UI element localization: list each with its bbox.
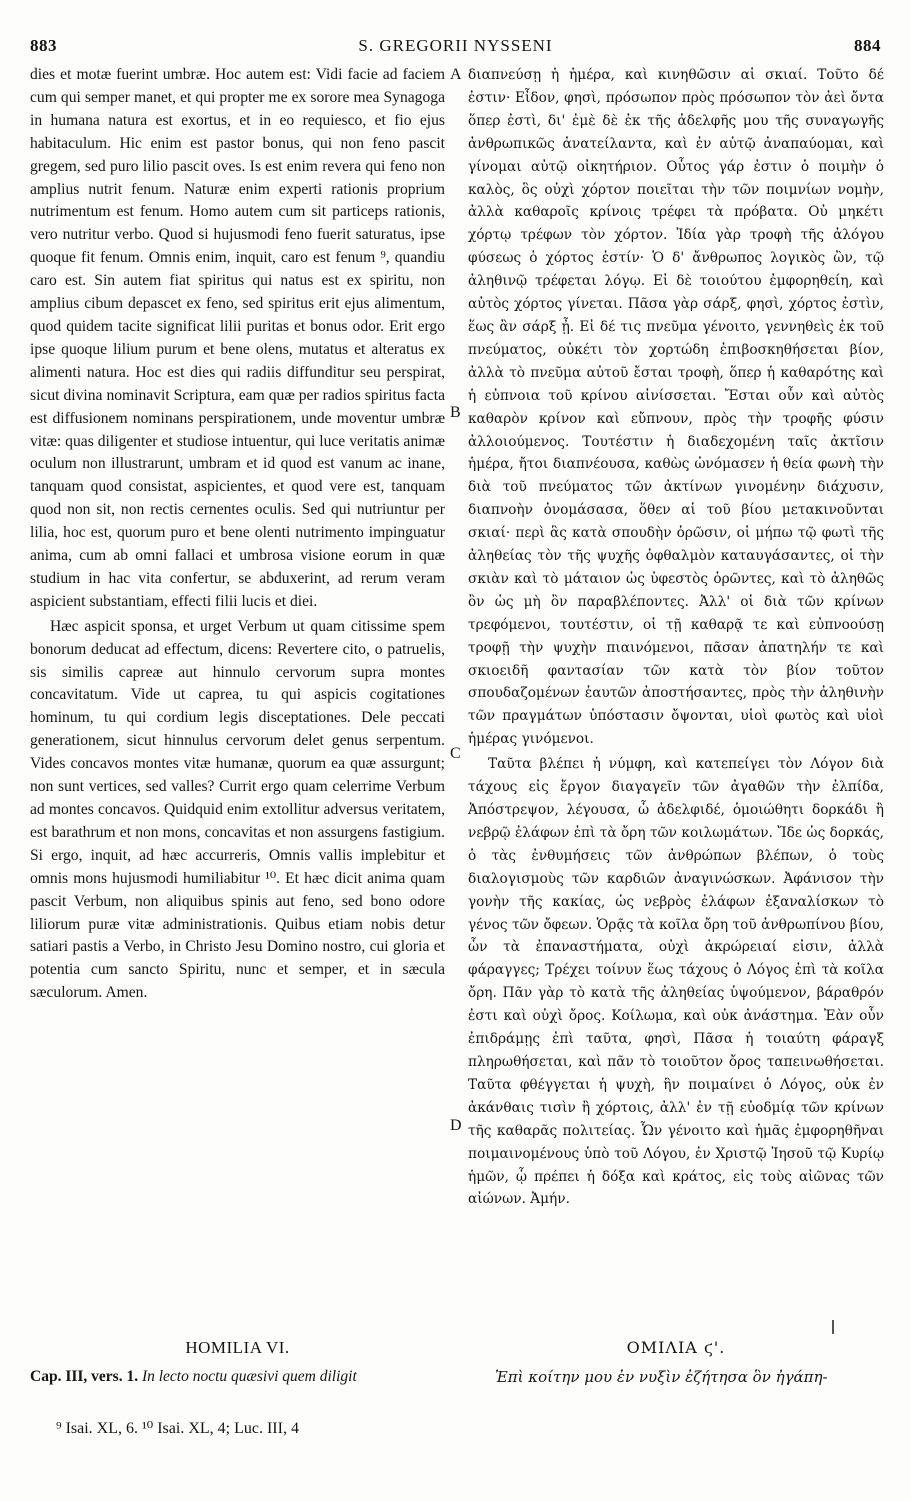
- running-title: S. GREGORII NYSSENI: [358, 36, 553, 55]
- chapter-reference-latin: [30, 1368, 460, 1386]
- chapter-verse-label: Cap. III, vers. 1.: [30, 1368, 139, 1385]
- section-marker-b: B: [450, 404, 461, 421]
- page-header: [30, 36, 881, 62]
- margin-mark: [832, 1320, 834, 1334]
- greek-paragraph-2: Ταῦτα βλέπει ἡ νύμφη, καὶ κατεπείγει τὸν Λόγον διὰ τάχους εἰς ἔργον διαγαγεῖν τῶν ἀγαθῶν τὴν ἐλπίδα, Ἀπόστρεψον, λέγουσα, ὦ ἀδελφιδέ, ὁμοιώθητι δορκάδι ἢ νεβρῷ ἐλάφων ἐπὶ τὰ ὄρη τῶν κοιλωμάτων. Ἴδε ὡς δορκάς, ὁ τὰς ἐνθυμήσεις τῶν ἀνθρώπων βλέπων, ὁ τοὺς διαλογισμοὺς τῶν καρδιῶν ἀναγινώσκων. Ἀφάνισον τὴν γονὴν τῆς κακίας, ὡς νεβρὸς ἐλάφων ἐξαναλίσκων τὸ γένος τῶν ὄφεων. Ὁρᾷς τὰ κοῖλα ὄρη τοῦ ἀνθρωπίνου βίου, ὧν τὰ ἐπαναστήματα, οὐχὶ ἀκρώρειαί εἰσιν, ἀλλὰ φάραγγες; Τρέχει τοίνυν ἕως τάχους ὁ Λόγος ἐπὶ τὰ κοῖλα ὄρη. Πᾶν γὰρ τὸ κατὰ τῆς ἀληθείας ὑψούμενον, βάραθρόν ἐστι καὶ οὐχὶ ὄρος. Κοίλωμα, καὶ οὐκ ἀνάστημα. Ἐὰν οὖν ἐπιδράμῃς ἐπὶ ταῦτα, φησὶ, Πᾶσα ἡ τοιαύτη φάραγξ πληρωθήσεται, καὶ πᾶν τὸ τοιοῦτον ὄρος ταπεινωθήσεται. Ταῦτα φθέγγεται ἡ ψυχὴ, ἣν ποιμαίνει ὁ Λόγος, οὐκ ἐν ἀκάνθαις τισὶν ἢ χόρτοις, ἀλλ' ἐν τῇ εὐοδμίᾳ τῶν κρίνων τῆς καθαρᾶς πολιτείας. Ὧν γένοιτο καὶ ἡμᾶς ἐμφορηθῆναι ποιμαινομένους ὑπὸ τοῦ Λόγου, ἐν Χριστῷ Ἰησοῦ τῷ Κυρίῳ ἡμῶν, ᾧ πρέπει ἡ δόξα καὶ κράτος, εἰς τοὺς αἰῶνας τῶν αἰώνων. Ἀμήν.: [468, 756, 884, 1208]
- homily-heading-latin: HOMILIA VI.: [185, 1338, 290, 1357]
- page-number-right: 884: [854, 36, 881, 55]
- page-number-left: 883: [30, 36, 57, 55]
- greek-paragraph-1: διαπνεύσῃ ἡ ἡμέρα, καὶ κινηθῶσιν αἱ σκιαί. Τοῦτο δέ ἐστιν· Εἶδον, φησὶ, πρόσωπον πρὸς πρόσωπον τὸν ἀεὶ ὄντα ὅπερ ἐστὶ, δι' ἐμὲ δὲ ἐκ τῆς ἀδελφῆς μου τῆς συναγωγῆς ἀνθρωπικῶς ἀνατείλαντα, καὶ ἐν αὐτῷ ἀναπαύομαι, καὶ γίνομαι αὐτῷ οἰκητήριον. Οὗτος γάρ ἐστιν ὁ ποιμὴν ὁ καλὸς, ὃς οὐχὶ χόρτον ποιεῖται τὴν τῶν ποιμνίων νομὴν, ἀλλὰ καθαροῖς κρίνοις τρέφει τὰ πρόβατα. Οὐ μηκέτι χόρτῳ τρέφων τὸν χόρτον. Ἰδία γὰρ τροφὴ τῆς ἀλόγου φύσεως ὁ χόρτος ἐστίν· Ὁ δ' ἄνθρωπος λογικὸς ὢν, τῷ ἀληθινῷ τρέφεται λόγῳ. Εἰ δὲ τοιούτου ἐμφορηθείη, καὶ αὐτὸς χόρτος γίνεται. Πᾶσα γὰρ σάρξ, φησὶ, χόρτος ἐστὶν, ἕως ἂν σάρξ ᾖ. Εἰ δέ τις πνεῦμα γένοιτο, γεννηθεὶς ἐκ τοῦ πνεύματος, οὐκέτι τὸν χορτώδη ἐπιβοσκηθήσεται βίον, ἀλλὰ τὸ πνεῦμα αὐτοῦ ἔσται τροφὴ, ὅπερ ἡ καθαρότης καὶ ἡ εὐπνοια τοῦ κρίνου αἰνίσσεται. Ἔσται οὖν καὶ αὐτὸς καθαρὸν κρίνον καὶ εὔπνουν, πρὸς τὴν τροφῆς φύσιν ἀλλοιούμενος. Τουτέστιν ἡ διαδεχομένη ταῖς ἀκτῖσιν ἡμέρα, ἤτοι διαπνέουσα, καθὼς ὠνόμασεν ἡ θεία φωνὴ τὴν διὰ τοῦ πνεύματος τῶν ἀκτίνων γινομένην διάχυσιν, διαπνοὴν ὀνομάσασα, ὅθεν αἱ τοῦ βίου μετακινοῦνται σκιαί· περὶ ἃς κατὰ σπουδὴν ὁρῶσιν, οἱ μήπω τῷ φωτὶ τῆς ἀληθείας τὸν τῆς ψυχῆς ὀφθαλμὸν καταυγάσαντες, οἱ τὴν σκιὰν καὶ τὸ μάταιον ὡς ὑφεστὸς ὁρῶντες, καὶ τὸ ἀληθῶς ὂν ὡς μὴ ὂν παραβλέποντες. Ἀλλ' οἱ διὰ τῶν κρίνων τρεφόμενοι, τουτέστιν, οἱ τῇ καθαρᾷ τε καὶ εὐπνοούσῃ τροφῇ τὴν ψυχὴν πιαινόμενοι, πᾶσαν ἀπατηλήν τε καὶ σκιοειδῆ φαντασίαν τῶν κατὰ τὸν βίον τοῦτον σπουδαζομένων ἑαυτῶν ἀποστήσαντες, πρὸς τὴν ἀληθινὴν τῶν πραγμάτων ὑπόστασιν ὄψονται, υἱοὶ φωτὸς καὶ υἱοὶ ἡμέρας γινόμενοι.: [468, 67, 884, 748]
- latin-paragraph-2: Hæc aspicit sponsa, et urget Verbum ut quam citissime spem bonorum deducat ad effectum, dicens: Revertere cito, o patruelis, sis similis capreæ aut hinnulo cervorum supra montes concavitatum. Vide ut caprea, tu qui aspicis cogitationes hominum, tu qui cordium legis disceptationes. Dele peccati generationem, sicut hinnulus cervorum delet genus serpentum. Vides concavos montes vitæ humanæ, quorum ea quæ assurgunt; non sunt vertices, sed valles? Currit ergo quam celerrime Verbum ad montes concavos. Quidquid enim extollitur adversus veritatem, est barathrum et non mons, concavitas et non assurgens fastigium. Si ergo, inquit, ad hæc accurreris, Omnis vallis implebitur et omnis mons hujusmodi humiliabitur ¹⁰. Et hæc dicit anima quam pascit Verbum, non aliquibus spinis aut feno, sed bono odore liliorum puræ vitæ administrationis. Quibus etiam nobis detur satiari pastis a Verbo, in Christo Jesu Domino nostro, cui gloria et potentia cum sancto Spiritu, nunc et semper, et in sæcula sæculorum. Amen.: [30, 617, 445, 1002]
- section-marker-a: A: [450, 66, 462, 83]
- section-marker-c: C: [450, 745, 461, 762]
- section-marker-d: D: [450, 1117, 462, 1134]
- homily-heading-greek: ΟΜΙΛΙΑ ϛ'.: [626, 1338, 726, 1357]
- chapter-incipit-greek: Ἐπὶ κοίτην μου ἐν νυξὶν ἐζήτησα ὃν ἠγάπη-: [495, 1368, 828, 1386]
- chapter-incipit-latin: In lecto noctu quæsivi quem diligit: [141, 1368, 357, 1385]
- latin-paragraph-1: dies et motæ fuerint umbræ. Hoc autem est: Vidi facie ad faciem cum qui semper manet, et qui propter me ex sorore mea Synagoga in humana natura est exortus, et in eo requiesco, et fio ejus habitaculum. Hic enim est pastor bonus, qui non feno pascit gregem, sed puro lilio pascit oves. Is est enim revera qui feno non amplius nutrit fenum. Naturæ enim experti rationis proprium nutrimentum est fenum. Homo autem cum sit particeps rationis, vero nutritur verbo. Quod si hujusmodi feno fuerit saturatus, ipse quoque fit fenum. Omnis enim, inquit, caro est fenum ⁹, quandiu caro est. Sin autem fiat spiritus qui natus est ex spiritu, non amplius cibum depascet ex feno, sed spiritus erit ejus alimentum, quod quidem tacite significat lilii puritas et bonus odor. Erit ergo ipse quoque lilium purum et bene olens, mutatus et alteratus ex alimenti natura. Hoc est dies qui radiis diffunditur seu perspirat, sicut divina nominavit Scriptura, eam quæ per radios spiritus facta est diffusionem nominans perspirationem, unde moventur umbræ vitæ: quas diligenter et studiose intuentur, qui luce veritatis animæ oculum non illustrarunt, umbram et id quod est vanum ac inane, tanquam quod consistat, aspicientes, et quod vere est, tanquam quod non sit, non rectis cernentes oculis. Sed qui nutriuntur per lilia, hoc est, quorum puro et bene olenti nutrimento impinguatur anima, cum ab omni fallaci et umbrosa visione eorum in quæ studium in hac vita confertur, se abduxerint, ad rerum veram aspicient substantiam, effecti filii lucis et diei.: [30, 66, 445, 610]
- footnotes: ⁹ Isai. XL, 6. ¹⁰ Isai. XL, 4; Luc. III, 4: [56, 1420, 299, 1437]
- latin-column: [30, 64, 445, 1005]
- greek-column: [468, 64, 884, 1211]
